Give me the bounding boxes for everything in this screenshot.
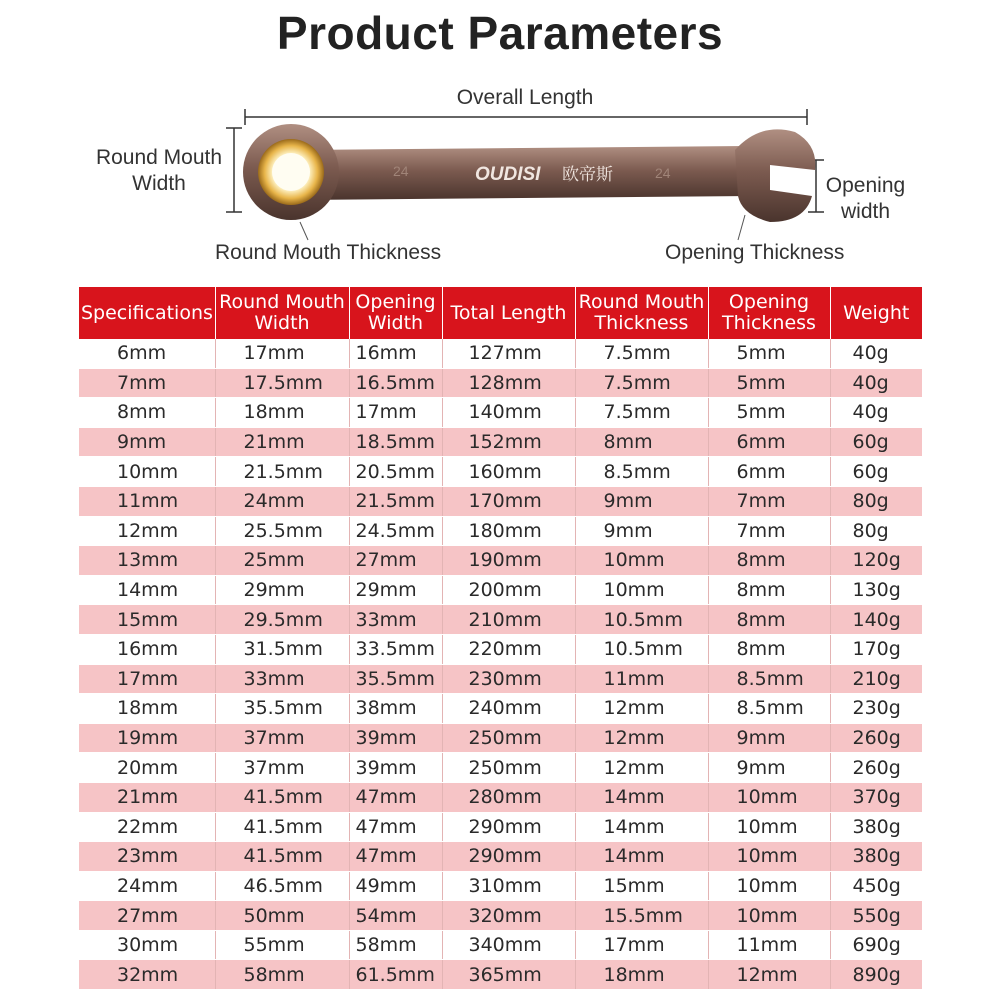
total-length-cell: 290mm [442, 812, 575, 842]
total-length-cell: 128mm [442, 368, 575, 398]
weight-cell: 170g [830, 634, 922, 664]
round-mouth-width-cell: 29.5mm [215, 605, 349, 635]
opening-width-cell: 39mm [349, 723, 442, 753]
column-header: Round Mouth Thickness [575, 287, 708, 339]
round-mouth-thickness-cell: 11mm [575, 664, 708, 694]
column-header: Round Mouth Width [215, 287, 349, 339]
specification-cell: 14mm [79, 575, 215, 605]
round-mouth-thickness-cell: 7.5mm [575, 398, 708, 428]
round-mouth-width-cell: 21.5mm [215, 457, 349, 487]
table-row [79, 960, 922, 990]
round-mouth-thickness-cell: 10.5mm [575, 605, 708, 635]
round-mouth-thickness-cell: 9mm [575, 486, 708, 516]
column-header: Opening Thickness [708, 287, 830, 339]
total-length-cell: 250mm [442, 723, 575, 753]
round-mouth-width-cell: 50mm [215, 901, 349, 931]
opening-thickness-cell: 6mm [708, 427, 830, 457]
opening-thickness-cell: 9mm [708, 723, 830, 753]
round-mouth-thickness-cell: 18mm [575, 960, 708, 990]
total-length-cell: 170mm [442, 486, 575, 516]
opening-width-cell: 16.5mm [349, 368, 442, 398]
round-mouth-thickness-cell: 8.5mm [575, 457, 708, 487]
opening-thickness-cell: 10mm [708, 871, 830, 901]
overall-length-label: Overall Length [456, 86, 594, 109]
round-mouth-width-cell: 17mm [215, 339, 349, 368]
table-row [79, 427, 922, 457]
specification-cell: 6mm [79, 339, 215, 368]
round-mouth-width-cell: 31.5mm [215, 634, 349, 664]
round-mouth-width-cell: 25mm [215, 546, 349, 576]
stamp-right-text: 24 [655, 165, 671, 181]
opening-width-cell: 58mm [349, 930, 442, 960]
round-mouth-width-cell: 33mm [215, 664, 349, 694]
table-row [79, 457, 922, 487]
opening-width-cell: 39mm [349, 753, 442, 783]
table-row [79, 634, 922, 664]
total-length-cell: 310mm [442, 871, 575, 901]
weight-cell: 380g [830, 812, 922, 842]
round-mouth-width-cell: 35.5mm [215, 694, 349, 724]
table-row [79, 516, 922, 546]
table-row [79, 782, 922, 812]
opening-thickness-cell: 7mm [708, 486, 830, 516]
total-length-cell: 220mm [442, 634, 575, 664]
total-length-cell: 180mm [442, 516, 575, 546]
opening-thickness-cell: 10mm [708, 782, 830, 812]
total-length-cell: 290mm [442, 842, 575, 872]
table-row [79, 842, 922, 872]
round-mouth-width-cell: 21mm [215, 427, 349, 457]
total-length-cell: 152mm [442, 427, 575, 457]
opening-thickness-cell: 5mm [708, 339, 830, 368]
round-mouth-thickness-cell: 10.5mm [575, 634, 708, 664]
round-mouth-thickness-cell: 12mm [575, 694, 708, 724]
weight-cell: 60g [830, 457, 922, 487]
total-length-cell: 250mm [442, 753, 575, 783]
round-mouth-thickness-cell: 7.5mm [575, 368, 708, 398]
opening-width-cell: 27mm [349, 546, 442, 576]
total-length-cell: 280mm [442, 782, 575, 812]
opening-width-cell: 61.5mm [349, 960, 442, 990]
table-row [79, 368, 922, 398]
table-row [79, 664, 922, 694]
opening-thickness-cell: 8.5mm [708, 664, 830, 694]
weight-cell: 40g [830, 368, 922, 398]
specification-cell: 13mm [79, 546, 215, 576]
specification-cell: 15mm [79, 605, 215, 635]
specification-cell: 17mm [79, 664, 215, 694]
round-mouth-width-cell: 18mm [215, 398, 349, 428]
opening-width-cell: 54mm [349, 901, 442, 931]
opening-thickness-cell: 8mm [708, 546, 830, 576]
weight-cell: 40g [830, 339, 922, 368]
overall-length-dimension [245, 109, 807, 125]
weight-cell: 230g [830, 694, 922, 724]
round-mouth-thickness-cell: 14mm [575, 782, 708, 812]
specification-cell: 27mm [79, 901, 215, 931]
table-row [79, 546, 922, 576]
column-header: Total Length [442, 287, 575, 339]
opening-thickness-cell: 9mm [708, 753, 830, 783]
opening-width-cell: 47mm [349, 812, 442, 842]
weight-cell: 690g [830, 930, 922, 960]
weight-cell: 380g [830, 842, 922, 872]
opening-width-label: Opening width [825, 174, 906, 223]
round-mouth-thickness-cell: 10mm [575, 575, 708, 605]
total-length-cell: 210mm [442, 605, 575, 635]
table-row [79, 812, 922, 842]
round-mouth-width-cell: 58mm [215, 960, 349, 990]
specification-cell: 21mm [79, 782, 215, 812]
opening-thickness-cell: 10mm [708, 812, 830, 842]
weight-cell: 370g [830, 782, 922, 812]
opening-width-cell: 47mm [349, 782, 442, 812]
specification-cell: 23mm [79, 842, 215, 872]
opening-thickness-cell: 11mm [708, 930, 830, 960]
specification-cell: 11mm [79, 486, 215, 516]
round-mouth-thickness-cell: 10mm [575, 546, 708, 576]
table-header-row [79, 287, 922, 339]
column-header: Opening Width [349, 287, 442, 339]
table-row [79, 605, 922, 635]
specification-cell: 16mm [79, 634, 215, 664]
brand-logo: OUDISI [475, 164, 541, 185]
opening-width-cell: 18.5mm [349, 427, 442, 457]
total-length-cell: 230mm [442, 664, 575, 694]
specification-cell: 22mm [79, 812, 215, 842]
specification-cell: 30mm [79, 930, 215, 960]
total-length-cell: 200mm [442, 575, 575, 605]
opening-thickness-cell: 12mm [708, 960, 830, 990]
total-length-cell: 340mm [442, 930, 575, 960]
weight-cell: 140g [830, 605, 922, 635]
table-row [79, 575, 922, 605]
opening-thickness-leader [738, 215, 745, 240]
specification-cell: 12mm [79, 516, 215, 546]
opening-width-cell: 20.5mm [349, 457, 442, 487]
table-row [79, 753, 922, 783]
round-mouth-thickness-cell: 8mm [575, 427, 708, 457]
specification-cell: 10mm [79, 457, 215, 487]
opening-thickness-cell: 8mm [708, 605, 830, 635]
table-row [79, 486, 922, 516]
weight-cell: 210g [830, 664, 922, 694]
opening-width-cell: 33mm [349, 605, 442, 635]
round-mouth-width-cell: 41.5mm [215, 782, 349, 812]
specification-cell: 20mm [79, 753, 215, 783]
round-mouth-thickness-label: Round Mouth Thickness [215, 241, 442, 264]
round-mouth-thickness-cell: 15mm [575, 871, 708, 901]
round-mouth-thickness-cell: 9mm [575, 516, 708, 546]
opening-width-cell: 21.5mm [349, 486, 442, 516]
round-mouth-thickness-cell: 14mm [575, 812, 708, 842]
specification-cell: 32mm [79, 960, 215, 990]
weight-cell: 450g [830, 871, 922, 901]
table-row [79, 723, 922, 753]
round-mouth-thickness-cell: 14mm [575, 842, 708, 872]
round-mouth-width-cell: 55mm [215, 930, 349, 960]
opening-thickness-label: Opening Thickness [665, 241, 845, 264]
total-length-cell: 160mm [442, 457, 575, 487]
specification-cell: 24mm [79, 871, 215, 901]
weight-cell: 260g [830, 753, 922, 783]
column-header: Specifications [79, 287, 215, 339]
opening-thickness-cell: 7mm [708, 516, 830, 546]
opening-width-cell: 49mm [349, 871, 442, 901]
opening-thickness-cell: 5mm [708, 368, 830, 398]
wrench-image [243, 124, 815, 222]
table-row [79, 871, 922, 901]
table-body [79, 339, 922, 990]
round-mouth-thickness-cell: 7.5mm [575, 339, 708, 368]
round-mouth-thickness-cell: 17mm [575, 930, 708, 960]
round-mouth-width-cell: 46.5mm [215, 871, 349, 901]
opening-width-cell: 47mm [349, 842, 442, 872]
round-mouth-width-cell: 41.5mm [215, 812, 349, 842]
opening-thickness-cell: 10mm [708, 901, 830, 931]
table-row [79, 339, 922, 368]
round-mouth-thickness-cell: 12mm [575, 723, 708, 753]
round-mouth-thickness-cell: 12mm [575, 753, 708, 783]
weight-cell: 80g [830, 486, 922, 516]
weight-cell: 260g [830, 723, 922, 753]
opening-thickness-cell: 10mm [708, 842, 830, 872]
total-length-cell: 190mm [442, 546, 575, 576]
table-row [79, 694, 922, 724]
opening-thickness-cell: 8mm [708, 575, 830, 605]
weight-cell: 120g [830, 546, 922, 576]
opening-width-cell: 33.5mm [349, 634, 442, 664]
opening-width-cell: 38mm [349, 694, 442, 724]
specification-cell: 9mm [79, 427, 215, 457]
total-length-cell: 140mm [442, 398, 575, 428]
table-row [79, 930, 922, 960]
page-title: Product Parameters [276, 7, 724, 59]
parameters-table [79, 287, 922, 990]
total-length-cell: 320mm [442, 901, 575, 931]
weight-cell: 130g [830, 575, 922, 605]
opening-thickness-cell: 6mm [708, 457, 830, 487]
round-mouth-width-cell: 41.5mm [215, 842, 349, 872]
round-mouth-width-cell: 29mm [215, 575, 349, 605]
opening-width-cell: 35.5mm [349, 664, 442, 694]
round-mouth-width-cell: 24mm [215, 486, 349, 516]
total-length-cell: 365mm [442, 960, 575, 990]
round-mouth-width-cell: 37mm [215, 753, 349, 783]
column-header: Weight [830, 287, 922, 339]
round-mouth-width-cell: 37mm [215, 723, 349, 753]
opening-thickness-cell: 8mm [708, 634, 830, 664]
stamp-left-text: 24 [393, 163, 409, 179]
round-mouth-width-label: Round Mouth Width [95, 146, 223, 195]
opening-width-cell: 29mm [349, 575, 442, 605]
specification-cell: 7mm [79, 368, 215, 398]
weight-cell: 550g [830, 901, 922, 931]
weight-cell: 80g [830, 516, 922, 546]
weight-cell: 890g [830, 960, 922, 990]
opening-width-cell: 16mm [349, 339, 442, 368]
opening-width-cell: 24.5mm [349, 516, 442, 546]
round-mouth-thickness-leader [300, 222, 308, 240]
specification-cell: 19mm [79, 723, 215, 753]
weight-cell: 40g [830, 398, 922, 428]
table-row [79, 398, 922, 428]
total-length-cell: 127mm [442, 339, 575, 368]
round-mouth-thickness-cell: 15.5mm [575, 901, 708, 931]
opening-width-cell: 17mm [349, 398, 442, 428]
round-mouth-width-cell: 25.5mm [215, 516, 349, 546]
specification-cell: 8mm [79, 398, 215, 428]
table-row [79, 901, 922, 931]
specification-cell: 18mm [79, 694, 215, 724]
weight-cell: 60g [830, 427, 922, 457]
brand-logo-cn: 欧帝斯 [562, 165, 613, 185]
opening-thickness-cell: 8.5mm [708, 694, 830, 724]
round-mouth-width-cell: 17.5mm [215, 368, 349, 398]
opening-thickness-cell: 5mm [708, 398, 830, 428]
total-length-cell: 240mm [442, 694, 575, 724]
